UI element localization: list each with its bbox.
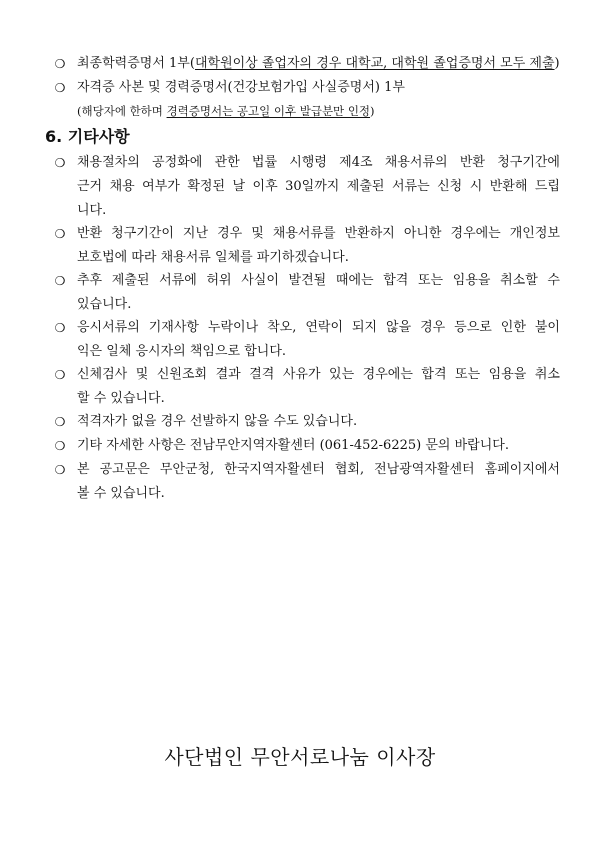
list-item-line: 익은 일체 응시자의 책임으로 합니다. [77, 344, 287, 359]
circle-bullet-icon: ❍ [54, 274, 66, 288]
circle-bullet-icon: ❍ [54, 439, 66, 453]
circle-bullet-icon: ❍ [54, 57, 66, 71]
list-item-line: 응시서류의 기재사항 누락이나 착오, 연락이 되지 않을 경우 등으로 인한 불이 [77, 320, 560, 335]
circle-bullet-icon: ❍ [54, 227, 66, 241]
list-item-line: 근거 채용 여부가 확정된 날 이후 30일까지 제출된 서류는 신청 시 반환해 드립 [77, 179, 560, 194]
list-item-line: 니다. [77, 203, 107, 218]
list-item-line: 적격자가 없을 경우 선발하지 않을 수도 있습니다. [77, 414, 358, 429]
doc-item-text: 자격증 사본 및 경력증명서(건강보험가입 사실증명서) 1부 [77, 80, 405, 95]
doc-item-note: (해당자에 한하며 경력증명서는 공고일 이후 발급분만 인정) [77, 104, 375, 118]
list-item-line: 할 수 있습니다. [77, 391, 165, 406]
circle-bullet-icon: ❍ [54, 463, 66, 477]
list-item-line: 있습니다. [77, 297, 132, 312]
list-item-line: 볼 수 있습니다. [77, 486, 165, 501]
list-item-line: 보호법에 따라 채용서류 일체를 파기하겠습니다. [77, 250, 349, 265]
list-item-line: 반환 청구기간이 지난 경우 및 채용서류를 반환하지 아니한 경우에는 개인정보 [77, 226, 560, 241]
circle-bullet-icon: ❍ [54, 81, 66, 95]
section-heading: 6. 기타사항 [45, 127, 130, 146]
list-item-line: 채용절차의 공정화에 관한 법률 시행령 제4조 채용서류의 반환 청구기간에 [77, 155, 560, 170]
issuer-signature: 사단법인 무안서로나눔 이사장 [164, 745, 436, 769]
circle-bullet-icon: ❍ [54, 368, 66, 382]
circle-bullet-icon: ❍ [54, 415, 66, 429]
list-item-line: 기타 자세한 사항은 전남무안지역자활센터 (061-452-6225) 문의 바랍니다. [77, 438, 509, 453]
circle-bullet-icon: ❍ [54, 321, 66, 335]
circle-bullet-icon: ❍ [54, 156, 66, 170]
list-item-line: 신체검사 및 신원조회 결과 결격 사유가 있는 경우에는 합격 또는 임용을 취소 [77, 367, 560, 382]
doc-item-text: 최종학력증명서 1부(대학원이상 졸업자의 경우 대학교, 대학원 졸업증명서 모두 제출) [77, 56, 560, 71]
list-item-line: 추후 제출된 서류에 허위 사실이 발견될 때에는 합격 또는 임용을 취소할 수 [77, 273, 560, 288]
list-item-line: 본 공고문은 무안군청, 한국지역자활센터 협회, 전남광역자활센터 홈페이지에서 [77, 462, 560, 477]
